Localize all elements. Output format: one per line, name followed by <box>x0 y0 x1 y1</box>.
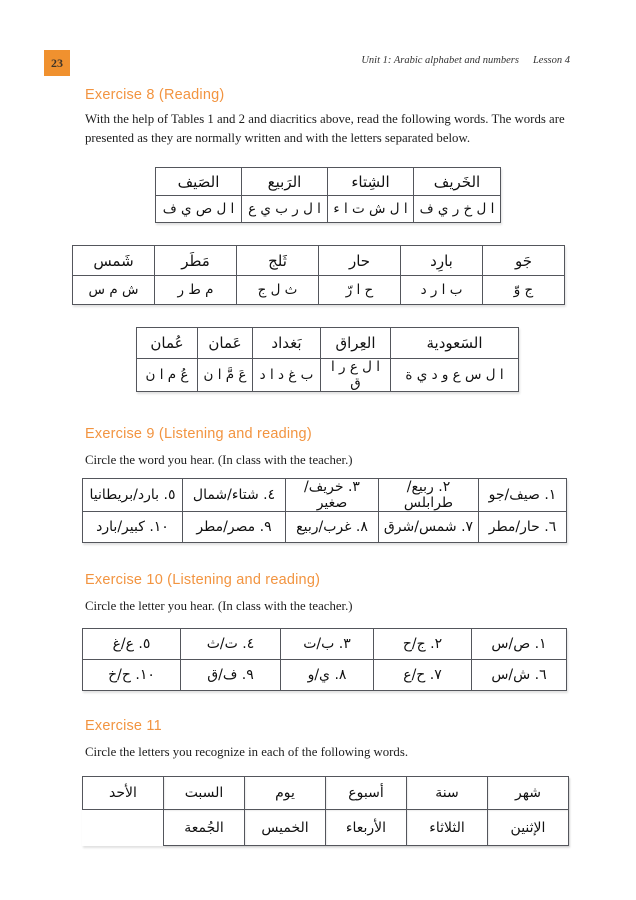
arabic-word-cell: العِراق <box>321 328 391 359</box>
arabic-word-cell: يوم <box>245 777 326 810</box>
arabic-word-cell: بَغداد <box>253 328 321 359</box>
word-pair-cell: ٥. بارد/بريطانيا <box>83 479 183 512</box>
arabic-word-cell: سنة <box>407 777 488 810</box>
arabic-letters-cell: ح ا رّ <box>319 276 401 305</box>
arabic-letters-cell: ش م س <box>73 276 155 305</box>
arabic-word-cell: حار <box>319 246 401 276</box>
running-head-lesson: Lesson 4 <box>532 55 570 66</box>
arabic-word-cell: أسبوع <box>326 777 407 810</box>
arabic-word-cell: شهر <box>488 777 569 810</box>
arabic-letters-cell: ا ل ش ت ا ء <box>328 196 414 223</box>
arabic-letters-cell: ج وّ <box>483 276 565 305</box>
exercise10-row2 <box>83 660 567 691</box>
word-pair-cell: ٨. غرب/ربيع <box>286 512 379 543</box>
arabic-word-cell: الثلاثاء <box>407 810 488 846</box>
exercise11-title: Exercise 11 <box>85 718 162 734</box>
letter-pair-cell: ٥. ع/غ <box>83 629 181 660</box>
word-pair-cell: ١٠. كبير/بارد <box>83 512 183 543</box>
letter-pair-cell: ٤. ت/ث <box>181 629 281 660</box>
word-pair-cell: ٢. ربيع/طرابلس <box>379 479 479 512</box>
exercise9-instructions: Circle the word you hear. (In class with the teacher.) <box>85 453 353 467</box>
arabic-letters-cell: ا ل ر ب ي ع <box>242 196 328 223</box>
arabic-word-cell: شَمس <box>73 246 155 276</box>
exercise10-row1 <box>83 629 567 660</box>
arabic-word-cell: الرَبيع <box>242 168 328 196</box>
exercise11-instructions: Circle the letters you recognize in each of the following words. <box>85 745 409 759</box>
weather-table <box>72 245 565 305</box>
arabic-word-cell: الشِتاء <box>328 168 414 196</box>
exercise11-row2 <box>83 810 569 846</box>
arabic-letters-cell: ب ا ر د <box>401 276 483 305</box>
places-separated-row <box>137 359 519 392</box>
exercise9-title: Exercise 9 (Listening and reading) <box>85 426 312 442</box>
arabic-word-cell: السَعودية <box>391 328 519 359</box>
arabic-word-cell: الصَيف <box>156 168 242 196</box>
arabic-word-cell: الخميس <box>245 810 326 846</box>
arabic-word-cell: السبت <box>164 777 245 810</box>
seasons-table <box>155 167 501 223</box>
arabic-word-cell: الأحد <box>83 777 164 810</box>
places-table <box>136 327 519 392</box>
arabic-letters-cell: ا ل خ ر ي ف <box>414 196 501 223</box>
exercise11-table <box>82 776 569 846</box>
exercise9-row2 <box>83 512 567 543</box>
arabic-word-cell: بارِد <box>401 246 483 276</box>
exercise11-row1 <box>83 777 569 810</box>
arabic-word-cell: الإثنين <box>488 810 569 846</box>
letter-pair-cell: ١. ص/س <box>472 629 567 660</box>
weather-separated-row <box>73 276 565 305</box>
arabic-letters-cell: عَ مَّ ا ن <box>198 359 253 392</box>
word-pair-cell: ١. صيف/جو <box>479 479 567 512</box>
arabic-letters-cell: م ط ر <box>155 276 237 305</box>
arabic-word-cell: عُمان <box>137 328 198 359</box>
arabic-letters-cell: ب غ د ا د <box>253 359 321 392</box>
letter-pair-cell: ٨. ي/و <box>281 660 374 691</box>
seasons-words-row <box>156 168 501 196</box>
word-pair-cell: ٦. حار/مطر <box>479 512 567 543</box>
running-head-unit: Unit 1: Arabic alphabet and numbers <box>361 55 519 66</box>
exercise8-title: Exercise 8 (Reading) <box>85 87 225 103</box>
exercise8-instructions: With the help of Tables 1 and 2 and diacritics above, read the following words. The words are presented as they are normally written and with the letters separated below. <box>85 112 565 145</box>
empty-cell <box>83 810 164 846</box>
word-pair-cell: ٩. مصر/مطر <box>183 512 286 543</box>
letter-pair-cell: ٢. ج/ح <box>374 629 472 660</box>
arabic-word-cell: عَمان <box>198 328 253 359</box>
weather-words-row <box>73 246 565 276</box>
word-pair-cell: ٤. شتاء/شمال <box>183 479 286 512</box>
letter-pair-cell: ٦. ش/س <box>472 660 567 691</box>
exercise10-table <box>82 628 567 691</box>
arabic-letters-cell: ا ل ع ر ا ق <box>321 359 391 392</box>
word-pair-cell: ٣. خريف/صغير <box>286 479 379 512</box>
arabic-word-cell: جَو <box>483 246 565 276</box>
arabic-letters-cell: ا ل ص ي ف <box>156 196 242 223</box>
letter-pair-cell: ١٠. ح/خ <box>83 660 181 691</box>
letter-pair-cell: ٧. ح/ع <box>374 660 472 691</box>
arabic-word-cell: الأربعاء <box>326 810 407 846</box>
seasons-separated-row <box>156 196 501 223</box>
word-pair-cell: ٧. شمس/شرق <box>379 512 479 543</box>
arabic-word-cell: ثَلج <box>237 246 319 276</box>
places-words-row <box>137 328 519 359</box>
exercise9-row1 <box>83 479 567 512</box>
letter-pair-cell: ٩. ف/ق <box>181 660 281 691</box>
exercise10-instructions: Circle the letter you hear. (In class with the teacher.) <box>85 599 353 613</box>
arabic-letters-cell: عُ م ا ن <box>137 359 198 392</box>
arabic-word-cell: الخَريف <box>414 168 501 196</box>
arabic-letters-cell: ا ل س ع و د ي ة <box>391 359 519 392</box>
arabic-letters-cell: ث ل ج <box>237 276 319 305</box>
running-head <box>361 55 570 66</box>
letter-pair-cell: ٣. ب/ت <box>281 629 374 660</box>
arabic-word-cell: الجُمعة <box>164 810 245 846</box>
page-number-badge: 23 <box>44 50 70 76</box>
exercise9-table <box>82 478 567 543</box>
exercise10-title: Exercise 10 (Listening and reading) <box>85 572 321 588</box>
arabic-word-cell: مَطَر <box>155 246 237 276</box>
